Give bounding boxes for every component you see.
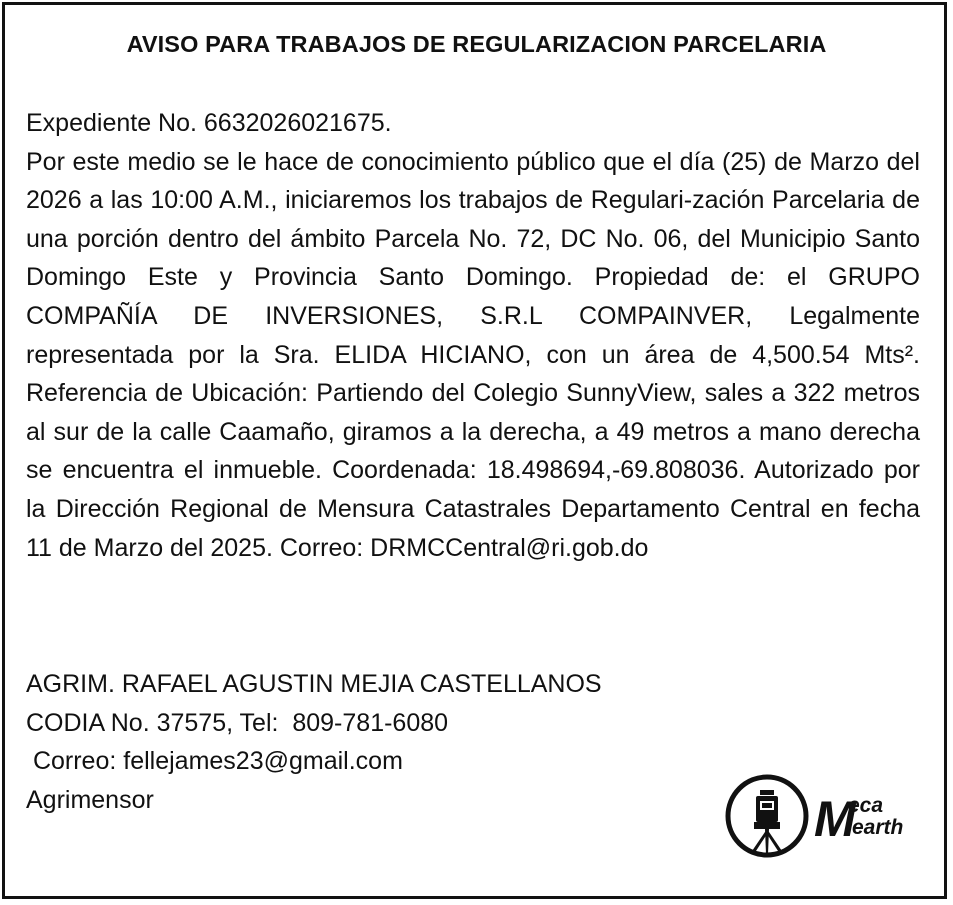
logo-initial: M [814, 791, 856, 847]
expediente-number: Expediente No. 6632026021675. [26, 109, 392, 137]
mecaearth-logo [724, 774, 924, 864]
surveyor-name: AGRIM. RAFAEL AGUSTIN MEJIA CASTELLANOS [26, 670, 602, 698]
surveyor-role: Agrimensor [26, 785, 154, 814]
notice-body [26, 104, 920, 567]
logo-word-top: eca [848, 794, 884, 817]
surveyor-codia-phone: CODIA No. 37575, Tel: 809-781-6080 [26, 708, 449, 737]
notice-title: AVISO PARA TRABAJOS DE REGULARIZACION PARCELARIA [126, 31, 827, 57]
surveyor-total-station-icon [724, 774, 924, 864]
notice-paragraph: Por este medio se le hace de conocimiento público que el día (25) de Marzo del 2026 a las 10:00 A.M., iniciaremos los trabajos de Regulari-zación Parcelaria de una porción dentro del ámbito Parcela No. 72, DC No. 06, del Municipio Santo Domingo Este y Provincia Santo Domingo. Propiedad de: el GRUPO COMPAÑÍA DE INVERSIONES, S.R.L COMPAINVER, Legalmente representada por la Sra. ELIDA HICIANO, con un área de 4,500.54 Mts². Referencia de Ubicación: Partiendo del Colegio SunnyView, sales a 322 metros al sur de la calle Caamaño, giramos a la derecha, a 49 metros a mano derecha se encuentra el inmueble. Coordenada: 18.498694,-69.808036. Autorizado por la Dirección Regional de Mensura Catastrales Departamento Central en fecha 11 de Marzo del 2025. Correo: DRMCCentral@ri.gob.do [26, 147, 920, 562]
logo-word-bottom: earth [852, 816, 904, 839]
signature-block [26, 665, 602, 819]
surveyor-email: Correo: fellejames23@gmail.com [26, 747, 403, 776]
